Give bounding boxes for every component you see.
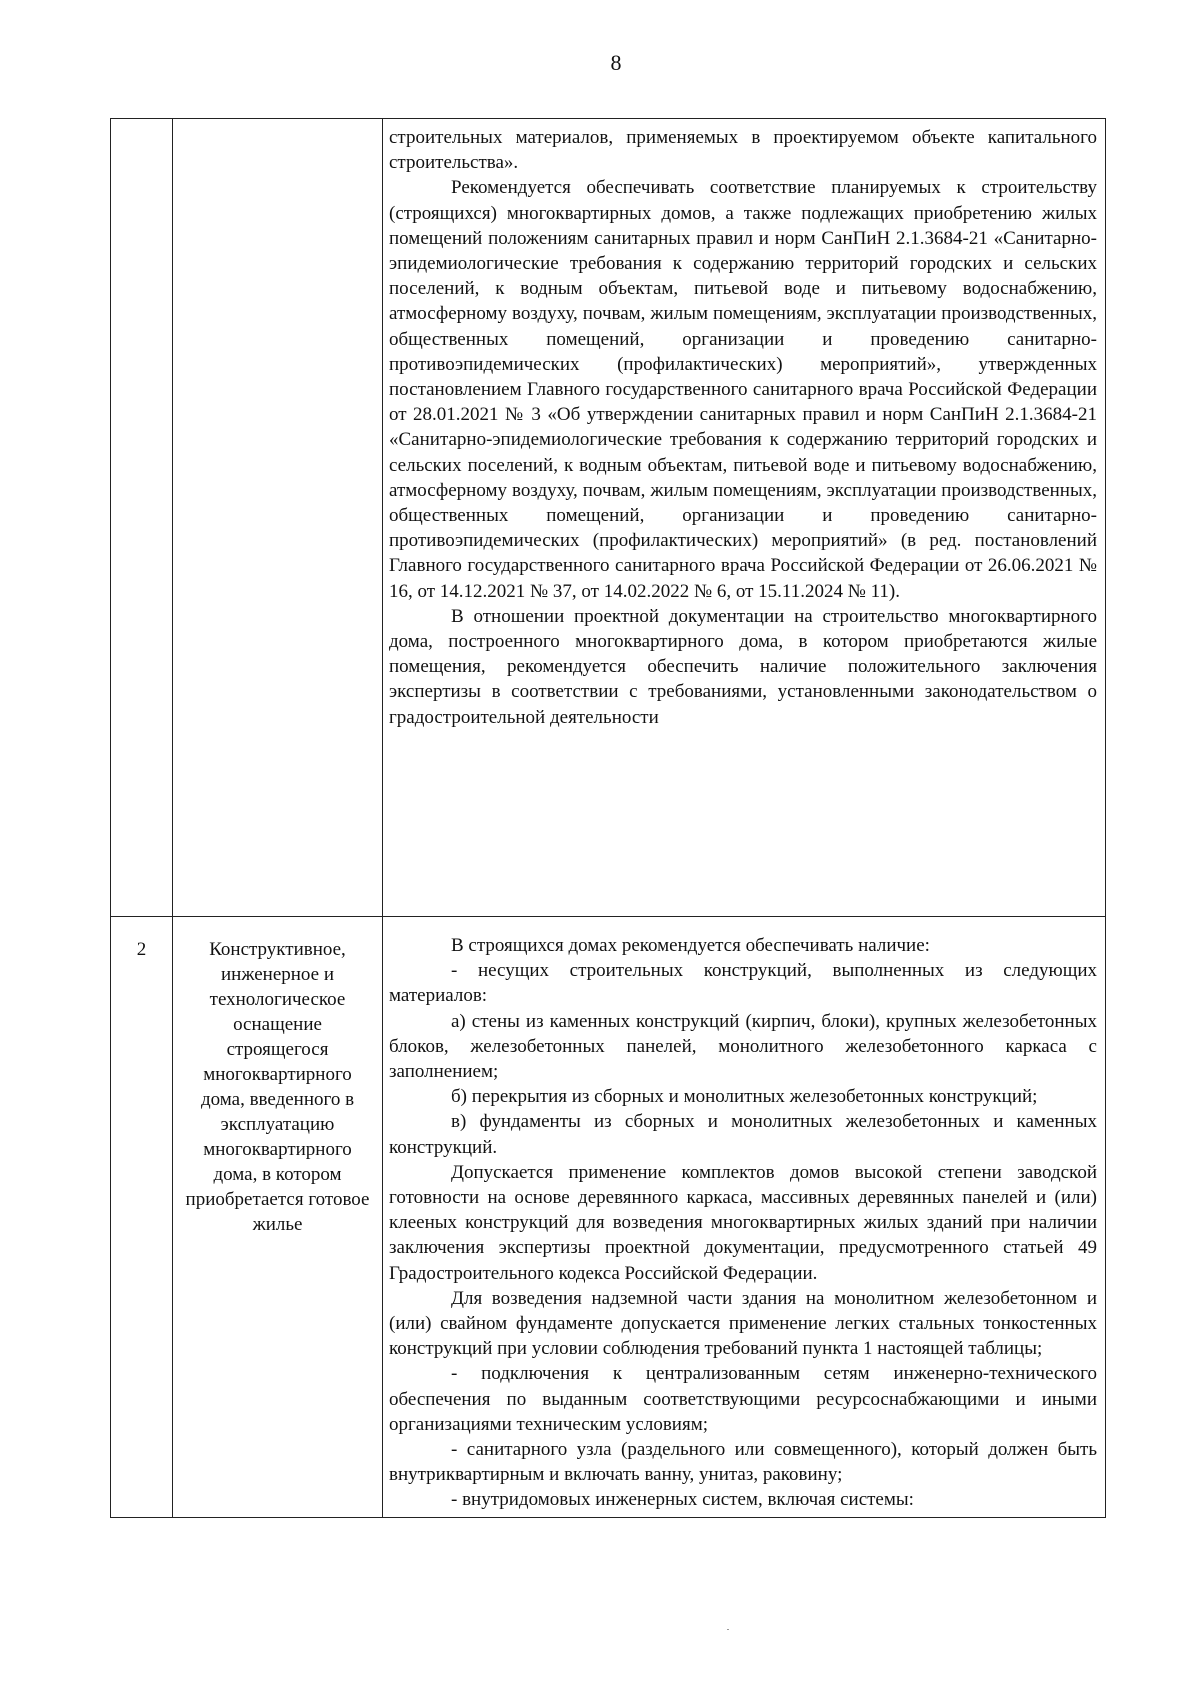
row-number-cell: [111, 119, 173, 917]
paragraph: В отношении проектной документации на строительство многоквартирного дома, построенного многоквартирного дома, в котором приобретаются жилые помещения, рекомендуется обеспечить наличие положительного заключения экспертизы в соответствии с требованиями, установленными законодательством о градостроительной деятельности: [389, 605, 1097, 728]
row-title-cell: Конструктивное, инженерное и технологическое оснащение строящегося многоквартирного дома, введенного в эксплуатацию многоквартирного дома, в котором приобретается готовое жилье: [173, 917, 383, 1518]
list-item: - несущих строительных конструкций, выполненных из следующих материалов:: [389, 960, 1097, 1007]
scan-speck: [727, 1629, 729, 1630]
paragraph: Рекомендуется обеспечивать соответствие планируемых к строительству (строящихся) многоквартирных домов, а также подлежащих приобретению жилых помещений положениям санитарных правил и норм СанПиН 2.1.3684-21 «Санитарно-эпидемиологические требования к содержанию территорий городских и сельских поселений, к водным объектам, питьевой воде и питьевому водоснабжению, атмосферному воздуху, почвам, жилым помещениям, эксплуатации производственных, общественных помещений, организации и проведению санитарно-противоэпидемических (профилактических) мероприятий», утвержденных постановлением Главного государственного санитарного врача Российской Федерации от 28.01.2021 № 3 «Об утверждении санитарных правил и норм СанПиН 2.1.3684-21 «Санитарно-эпидемиологические требования к содержанию территорий городских и сельских поселений, к водным объектам, питьевой воде и питьевому водоснабжению, атмосферному воздуху, почвам, жилым помещениям, эксплуатации производственных, общественных помещений, организации и проведению санитарно-противоэпидемических (профилактических) мероприятий» (в ред. постановлений Главного государственного санитарного врача Российской Федерации от 26.06.2021 № 16, от 14.12.2021 № 37, от 14.02.2022 № 6, от 15.11.2024 № 11).: [389, 177, 1097, 602]
paragraph: Допускается применение комплектов домов высокой степени заводской готовности на основе деревянного каркаса, массивных деревянных панелей и (или) клееных конструкций для возведения многоквартирных жилых зданий при наличии заключения экспертизы проектной документации, предусмотренного статьей 49 Градостроительного кодекса Российской Федерации.: [389, 1161, 1097, 1284]
list-item: в) фундаменты из сборных и монолитных железобетонных и каменных конструкций.: [389, 1111, 1097, 1158]
list-item: б) перекрытия из сборных и монолитных железобетонных конструкций;: [451, 1086, 1038, 1108]
paragraph: В строящихся домах рекомендуется обеспечивать наличие:: [451, 935, 930, 956]
list-item: а) стены из каменных конструкций (кирпич, блоки), крупных железобетонных блоков, железобетонных панелей, монолитного железобетонного каркаса с заполнением;: [389, 1010, 1097, 1083]
row-title-cell: [173, 119, 383, 917]
table-row: [111, 917, 1106, 1518]
row-content-cell: [383, 119, 1106, 917]
table-row: [111, 119, 1106, 917]
requirements-table: [110, 118, 1106, 1518]
page-number: 8: [610, 50, 622, 75]
list-item: - внутридомовых инженерных систем, включая системы:: [451, 1489, 914, 1511]
list-item: - подключения к централизованным сетям инженерно-технического обеспечения по выданным соответствующими ресурсоснабжающими и иными организациями техническим условиям;: [389, 1363, 1097, 1435]
row-number-cell: 2: [111, 917, 173, 1518]
paragraph: Для возведения надземной части здания на монолитном железобетонном и (или) свайном фундаменте допускается применение легких стальных тонкостенных конструкций при условии соблюдения требований пункта 1 настоящей таблицы;: [389, 1287, 1097, 1360]
list-item: - санитарного узла (раздельного или совмещенного), который должен быть внутриквартирным и включать ванну, унитаз, раковину;: [389, 1439, 1097, 1486]
row-content-cell: [383, 917, 1106, 1518]
paragraph: строительных материалов, применяемых в проектируемом объекте капитального строительства».: [389, 127, 1097, 174]
